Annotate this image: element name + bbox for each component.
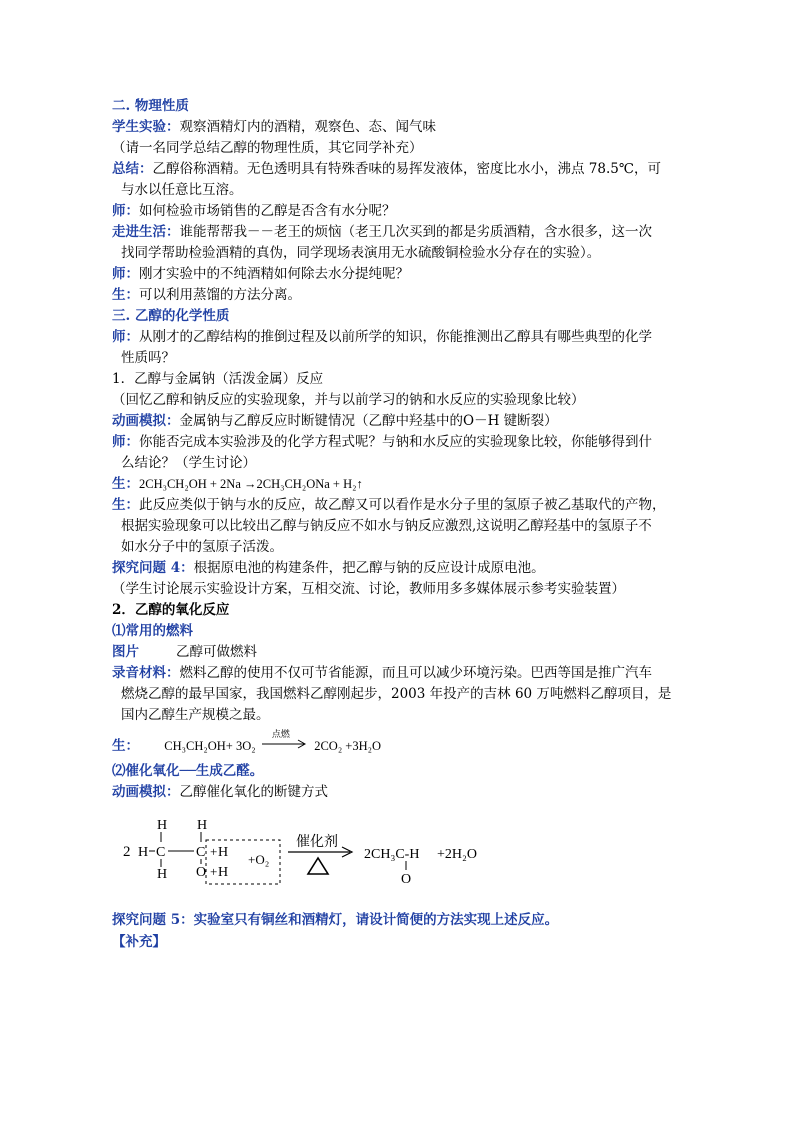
catalytic-title: ⑵催化氧化──生成乙醛。 (112, 763, 264, 779)
teacher-line-3-cont: 性质吗？ (121, 350, 175, 366)
product-o: O (401, 872, 412, 887)
h-bottom-1: H (157, 867, 168, 882)
combustion-right: 2CO₂ +3H₂O (314, 739, 382, 753)
sodium-equation: 2CH₃CH₂OH + 2Na →2CH₃CH₂ONa + H₂↑ (139, 477, 363, 491)
product-text: 2CH₃C-H (364, 847, 420, 862)
combustion-equation-line: 生： CH₃CH₂OH+ 3O₂ 点燃 2CO₂ +3H₂O (112, 736, 684, 757)
life-line-cont: 找同学帮助检验酒精的真伪，同学现场表演用无水硫酸铜检验水分存在的实验）。 (121, 245, 601, 261)
combustion-left: CH₃CH₂OH+ 3O₂ (164, 739, 256, 753)
summary-line: 总结：乙醇俗称酒精。无色透明具有特殊香味的易挥发液体，密度比水小，沸点 78.5℃，可 (112, 161, 661, 177)
problem-4-line: 探究问题 4：根据原电池的构建条件，把乙醇与钠的反应设计成原电池。 (112, 560, 545, 576)
o-text: O (196, 865, 207, 880)
document-body (112, 96, 684, 803)
catalyst-text: 催化剂 (296, 835, 338, 850)
note-line: （请一名同学总结乙醇的物理性质，其它同学补充） (112, 140, 423, 156)
subsection-1: 1．乙醇与金属钠（活泼金属）反应 (112, 371, 324, 387)
teacher-line-2: 师：刚才实验中的不纯酒精如何除去水分提纯呢？ (112, 266, 409, 282)
audio-line: 录音材料：燃料乙醇的使用不仅可节省能源，而且可以减少环境污染。巴西等国是推广汽车 (112, 665, 652, 681)
student-line-2-cont2: 如水分子中的氢原子活泼。 (121, 539, 283, 555)
subsection-2: 2．乙醇的氧化反应 (112, 602, 230, 618)
supplement-line: 【补充】 (112, 934, 166, 950)
student-experiment-line: 学生实验：观察酒精灯内的酒精，观察色、态、闻气味 (112, 119, 436, 135)
oxidation-diagram (120, 812, 500, 892)
h-left: H (138, 845, 149, 860)
ignite-condition: 点燃 (271, 730, 290, 740)
teacher-line-4-cont: 么结论？（学生讨论） (121, 455, 256, 471)
student-line: 生：可以利用蒸馏的方法分离。 (112, 287, 301, 303)
audio-line-cont: 燃烧乙醇的最早国家，我国燃料乙醇刚起步，2003 年投产的吉林 60 万吨燃料乙醇项目，是 (121, 686, 672, 702)
student-line-2-cont: 根据实验现象可以比较出乙醇与钠反应不如水与钠反应激烈,这说明乙醇羟基中的氢原子不 (121, 518, 652, 534)
h-top-1: H (157, 818, 168, 833)
summary-line-cont: 与水以任意比互溶。 (121, 182, 243, 198)
section-2-title: 二. 物理性质 (112, 98, 189, 114)
heat-triangle-icon (308, 858, 328, 874)
plus-h-1: + (210, 844, 218, 859)
life-line: 走进生活：谁能帮帮我－－老王的烦恼（老王几次买到的都是劣质酒精，含水很多，这一次 (112, 224, 652, 240)
water-text: +2H₂O (437, 847, 477, 862)
picture-line: 图片 乙醇可做燃料 (112, 644, 257, 660)
animation-line: 动画模拟：金属钠与乙醇反应时断键情况（乙醇中羟基中的O－H 键断裂） (112, 413, 558, 429)
plus-h-2: + (210, 864, 218, 879)
coef-text: 2 (123, 844, 131, 860)
h-right-2: H (218, 865, 229, 880)
discussion-line: （学生讨论展示实验设计方案，互相交流、讨论，教师用多多媒体展示参考实验装置） (112, 581, 625, 597)
o2-text: +O₂ (248, 852, 270, 867)
oxidation-structure-svg (120, 812, 500, 892)
fuel-title: ⑴常用的燃料 (112, 623, 193, 639)
equation-line: 生：2CH₃CH₂OH + 2Na →2CH₃CH₂ONa + H₂↑ (112, 476, 363, 492)
arrow-icon (260, 736, 310, 757)
recall-line: （回忆乙醇和钠反应的实验现象，并与以前学习的钠和水反应的实验现象比较） (112, 392, 585, 408)
teacher-line: 师：如何检验市场销售的乙醇是否含有水分呢？ (112, 203, 396, 219)
c1-text: C (156, 845, 166, 860)
student-line-2: 生：此反应类似于钠与水的反应，故乙醇又可以看作是水分子里的氢原子被乙基取代的产物， (112, 497, 666, 513)
h-top-2: H (197, 818, 208, 833)
audio-line-cont2: 国内乙醇生产规模之最。 (121, 707, 270, 723)
animation-line-2: 动画模拟：乙醇催化氧化的断键方式 (112, 784, 328, 800)
h-right-1: H (218, 845, 229, 860)
teacher-line-4: 师：你能否完成本实验涉及的化学方程式呢？与钠和水反应的实验现象比较，你能够得到什 (112, 434, 652, 450)
problem-5-line: 探究问题 5：实验室只有铜丝和酒精灯，请设计简便的方法实现上述反应。 (112, 912, 559, 928)
teacher-line-3: 师：从刚才的乙醇结构的推倒过程及以前所学的知识，你能推测出乙醇具有哪些典型的化学 (112, 329, 652, 345)
combustion-arrow (260, 730, 310, 757)
section-3-title: 三. 乙醇的化学性质 (112, 308, 230, 324)
c2-text: C (196, 845, 206, 860)
